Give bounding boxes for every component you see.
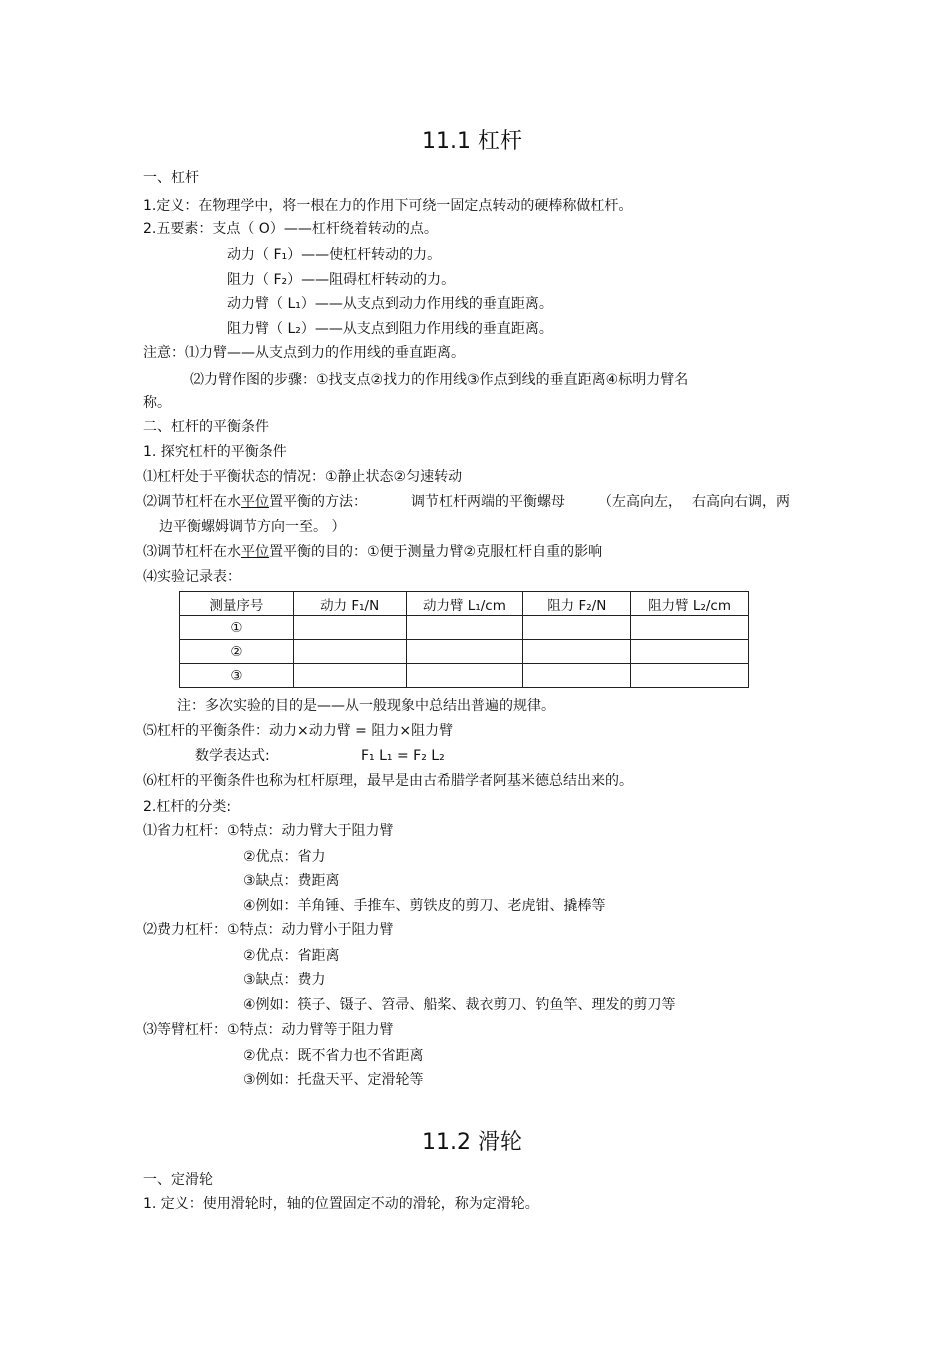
table-row-index: ②	[180, 640, 294, 664]
table-header: 测量序号	[180, 592, 294, 616]
five-elements-effort: 动力（ F₁）——使杠杆转动的力。	[227, 247, 442, 263]
force-saving-examples: ④例如：羊角锤、手推车、剪铁皮的剪刀、老虎钳、撬棒等	[243, 898, 606, 914]
table-row-index: ①	[180, 616, 294, 640]
table-cell	[293, 640, 406, 664]
adjust-purpose-b: 置平衡的目的：①便于测量力臂②克服杠杆自重的影响	[269, 544, 603, 560]
section-title-lever: 11.1 杠杆	[422, 129, 522, 154]
heading-fixed-pulley: 一、定滑轮	[143, 1172, 213, 1188]
table-cell	[293, 664, 406, 688]
force-saving-drawback: ③缺点：费距离	[243, 873, 340, 889]
table-cell	[406, 640, 523, 664]
force-costing-advantage: ②优点：省距离	[243, 948, 340, 964]
adjust-method-cont: 边平衡螺姆调节方向一至。 ）	[159, 519, 346, 535]
equal-arm-feature: ⑶等臂杠杆：①特点：动力臂等于阻力臂	[143, 1022, 394, 1038]
heading-lever: 一、杠杆	[143, 170, 199, 186]
five-elements-resistance-arm: 阻力臂（ L₂）——从支点到阻力作用线的垂直距离。	[227, 321, 553, 337]
lever-definition: 1.定义：在物理学中，将一根在力的作用下可绕一固定点转动的硬棒称做杠杆。	[143, 198, 633, 214]
table-row-index: ③	[180, 664, 294, 688]
explore-heading: 1. 探究杠杆的平衡条件	[143, 444, 287, 460]
lever-principle: ⑹杠杆的平衡条件也称为杠杆原理，最早是由古希腊学者阿基米德总结出来的。	[143, 773, 633, 789]
table-cell	[406, 616, 523, 640]
adjust-purpose-a: ⑶调节杠杆在水	[143, 544, 241, 560]
equal-arm-advantage: ②优点：既不省力也不省距离	[243, 1048, 424, 1064]
note-arm-steps: ⑵力臂作图的步骤：①找支点②找力的作用线③作点到线的垂直距离④标明力臂名	[190, 372, 689, 388]
table-header: 阻力 F₂/N	[523, 592, 631, 616]
adjust-method-e: 右高向右调，两	[692, 494, 790, 510]
table-row	[180, 664, 749, 688]
table-cell	[523, 616, 631, 640]
table-header: 阻力臂 L₂/cm	[631, 592, 749, 616]
force-costing-examples: ④例如：筷子、镊子、笤帚、船桨、裁衣剪刀、钓鱼竿、理发的剪刀等	[243, 997, 676, 1013]
section-title-pulley: 11.2 滑轮	[422, 1130, 522, 1155]
adjust-method-c: 调节杠杆两端的平衡螺母	[411, 494, 565, 510]
adjust-method-b: 置平衡的方法：	[269, 494, 367, 510]
adjust-method-underlined: 平位	[241, 494, 269, 510]
table-header: 动力臂 L₁/cm	[406, 592, 523, 616]
table-row	[180, 616, 749, 640]
table-header: 动力 F₁/N	[293, 592, 406, 616]
table-cell	[293, 616, 406, 640]
table-cell	[631, 616, 749, 640]
fixed-pulley-definition: 1. 定义：使用滑轮时，轴的位置固定不动的滑轮，称为定滑轮。	[143, 1196, 539, 1212]
table-cell	[523, 640, 631, 664]
balance-condition: ⑸杠杆的平衡条件：动力×动力臂 = 阻力×阻力臂	[143, 723, 454, 739]
adjust-method-d: （左高向左，	[598, 494, 682, 510]
heading-balance: 二、杠杆的平衡条件	[143, 419, 269, 435]
table-cell	[406, 664, 523, 688]
equal-arm-examples: ③例如：托盘天平、定滑轮等	[243, 1072, 424, 1088]
five-elements-resistance: 阻力（ F₂）——阻碍杠杆转动的力。	[227, 272, 456, 288]
five-elements-effort-arm: 动力臂（ L₁）——从支点到动力作用线的垂直距离。	[227, 296, 553, 312]
math-label: 数学表达式:	[195, 748, 270, 764]
note-arm: 注意：⑴力臂——从支点到力的作用线的垂直距离。	[143, 345, 465, 361]
table-note: 注：多次实验的目的是——从一般现象中总结出普遍的规律。	[177, 698, 555, 714]
note-arm-steps-cont: 称。	[143, 395, 171, 411]
table-cell	[631, 664, 749, 688]
math-expression: F₁ L₁ = F₂ L₂	[361, 748, 445, 764]
force-saving-feature: ⑴省力杠杆：①特点：动力臂大于阻力臂	[143, 823, 394, 839]
table-cell	[523, 664, 631, 688]
table-header-row	[180, 592, 749, 616]
five-elements-fulcrum: 2.五要素：支点（ O）——杠杆绕着转动的点。	[143, 221, 438, 237]
force-saving-advantage: ②优点：省力	[243, 849, 326, 865]
balance-states: ⑴杠杆处于平衡状态的情况：①静止状态②匀速转动	[143, 469, 463, 485]
adjust-purpose	[143, 542, 602, 562]
table-row	[180, 640, 749, 664]
adjust-method	[143, 492, 367, 512]
adjust-method-a: ⑵调节杠杆在水	[143, 494, 241, 510]
adjust-purpose-underlined: 平位	[241, 544, 269, 560]
force-costing-feature: ⑵费力杠杆：①特点：动力臂小于阻力臂	[143, 922, 394, 938]
record-table-label: ⑷实验记录表：	[143, 569, 241, 585]
classify-heading: 2.杠杆的分类:	[143, 799, 232, 815]
record-table	[179, 591, 749, 688]
table-cell	[631, 640, 749, 664]
force-costing-drawback: ③缺点：费力	[243, 972, 326, 988]
